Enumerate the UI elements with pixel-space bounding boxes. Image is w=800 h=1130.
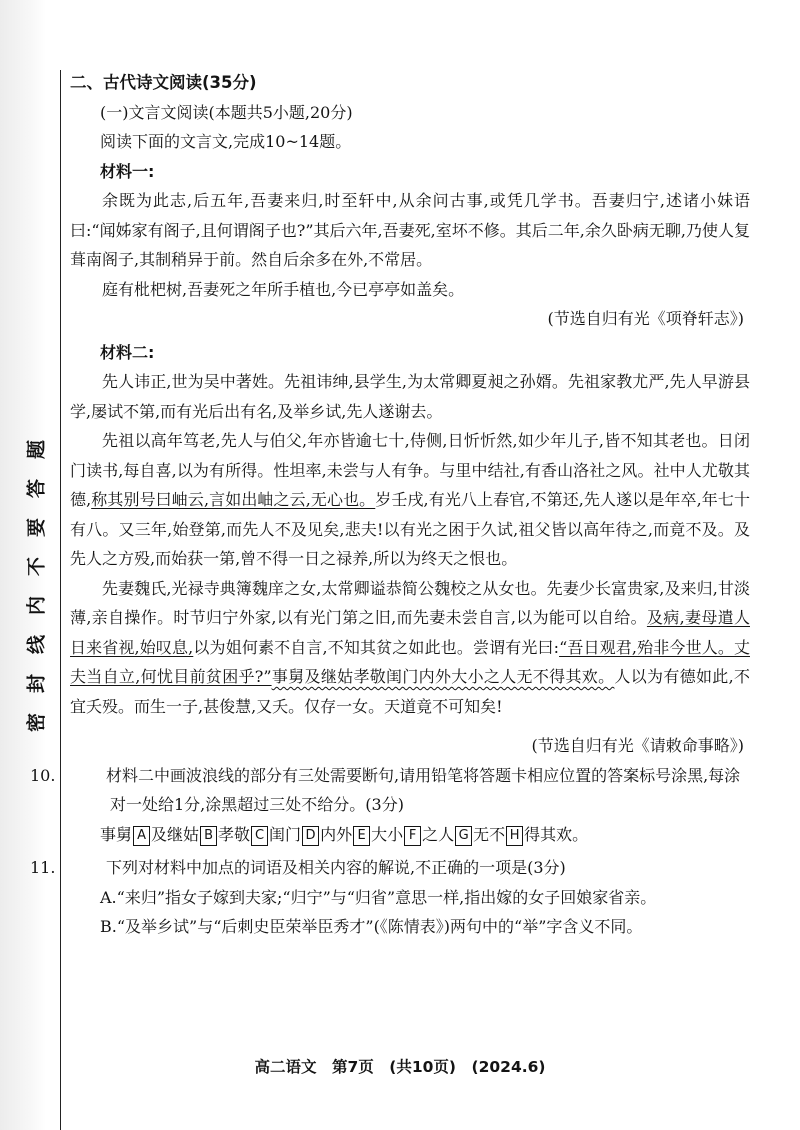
segment: 无不: [473, 824, 506, 844]
q11-option-a: A.“来归”指女子嫁到夫家;“归宁”与“归省”意思一样,指出嫁的女子回娘家省亲。: [100, 887, 657, 907]
segment: 之人: [422, 824, 455, 844]
seal-char: 不: [25, 557, 48, 577]
q11-option-b: B.“及举乡试”与“后刺史臣荣举臣秀才”(《陈情表》)两句中的“举”字含义不同。: [100, 917, 643, 936]
answer-mark[interactable]: D: [302, 826, 319, 846]
question-text: 下列对材料中加点的词语及相关内容的解说,不正确的一项是(3分): [106, 858, 566, 877]
segment: 事舅: [100, 824, 133, 844]
text-run: 以为姐何素不自言,不知其贫之如此也。尝谓有光曰:: [193, 637, 560, 657]
segment: 闺门: [269, 824, 302, 844]
question-text: 材料二中画波浪线的部分有三处需要断句,请用铅笔将答题卡相应位置的答案标号涂黑,每涂对一处给1分,涂黑超过三处不给分。(3分): [106, 765, 741, 814]
exam-content: [30, 68, 750, 942]
question-10: [30, 761, 750, 820]
answer-mark[interactable]: A: [133, 826, 150, 846]
segment: 及继姑: [151, 824, 200, 844]
underlined-text: “吾日观君,殆非今世人。丈夫当自立,何忧目前贫困乎?”: [70, 637, 750, 686]
answer-mark[interactable]: B: [200, 826, 217, 846]
segment: 大小: [371, 824, 404, 844]
segment: 孝敬: [218, 824, 251, 844]
underlined-text: 称其别号曰岫云,言如出岫之云,无心也。: [91, 490, 376, 509]
material2-paragraph: [70, 574, 750, 722]
material2-label: 材料二:: [100, 342, 155, 362]
material2-source: (节选自归有光《请敕命事略》): [531, 736, 744, 755]
seal-char: 题: [25, 440, 48, 460]
question-number: 10.: [30, 765, 56, 785]
material1-label: 材料一:: [100, 161, 155, 181]
seal-char: 密: [25, 713, 48, 733]
seal-char: 线: [25, 635, 48, 655]
material1-paragraph: 余既为此志,后五年,吾妻来归,时至轩中,从余问古事,或凭几学书。吾妻归宁,述诸小妹语曰:“闻姊家有阁子,且何谓阁子也?”其后六年,吾妻死,室坏不修。其后二年,余久卧病无聊,乃使人复葺南阁子,其制稍异于前。然自后余多在外,不常居。: [70, 191, 750, 269]
binding-line: [60, 70, 61, 1130]
seal-char: 内: [25, 596, 48, 616]
answer-mark[interactable]: H: [506, 826, 523, 846]
question-11: [30, 853, 750, 883]
answer-mark[interactable]: E: [353, 826, 370, 846]
text-run: 先妻魏氏,光禄寺典簿魏庠之女,太常卿谥恭简公魏校之从女也。先妻少长富贵家,及来归,甘淡薄,亲自操作。时节归宁外家,以有光门第之旧,而先妻未尝自言,以为能可以自给。: [70, 578, 750, 627]
page-footer: 高二语文 第7页 (共10页) (2024.6): [254, 1058, 546, 1076]
answer-mark[interactable]: F: [404, 826, 421, 846]
wavy-underlined-text: 事舅及继姑孝敬闺门内外大小之人无不得其欢。: [271, 667, 615, 686]
text-run: 岁壬戌,有光八上春官,不第还,先人遂以是年卒,年七十有八。又三年,始登第,而先人不及见矣,悲夫!以有光之困于久试,祖父皆以高年待之,而竟不及。及先人之方殁,而始获一第,曾不得一日之禄养,所以为终天之恨也。: [70, 490, 750, 568]
material1-source: (节选自归有光《项脊轩志》): [547, 309, 744, 328]
seal-notice: [24, 430, 50, 742]
underlined-text: 及病,妻母遣人日来省视,始叹息,: [70, 608, 750, 657]
material2-paragraph: [70, 426, 750, 574]
instruction: 阅读下面的文言文,完成10~14题。: [100, 132, 352, 151]
text-run: 人以为有德如此,不宜夭殁。而生一子,甚俊慧,又夭。仅存一女。天道竟不可知矣!: [70, 667, 750, 716]
answer-mark[interactable]: C: [251, 826, 268, 846]
question-number: 11.: [30, 858, 56, 877]
text-run: 先祖以高年笃老,先人与伯父,年亦皆逾七十,侍侧,日忻忻然,如少年儿子,皆不知其老也。日闭门读书,每自喜,以为有所得。性坦率,未尝与人有争。与里中结社,有香山洛社之风。社中人尤敬其德,: [70, 431, 750, 509]
seal-char: 答: [25, 479, 48, 499]
seal-char: 封: [25, 674, 48, 694]
segment: 得其欢。: [524, 824, 589, 844]
material2-paragraph: 先人讳正,世为吴中著姓。先祖讳绅,县学生,为太常卿夏昶之孙婿。先祖家教尤严,先人早游县学,屡试不第,而有光后出有名,及举乡试,先人遂谢去。: [70, 372, 750, 421]
section-title: 二、古代诗文阅读(35分): [70, 73, 257, 92]
material1-paragraph: 庭有枇杷树,吾妻死之年所手植也,今已亭亭如盖矣。: [102, 279, 465, 299]
answer-mark[interactable]: G: [455, 826, 472, 846]
q10-answer-line: [70, 820, 750, 850]
seal-char: 要: [25, 518, 48, 538]
sub-section-title: (一)文言文阅读(本题共5小题,20分): [100, 102, 353, 122]
segment: 内外: [320, 824, 353, 844]
